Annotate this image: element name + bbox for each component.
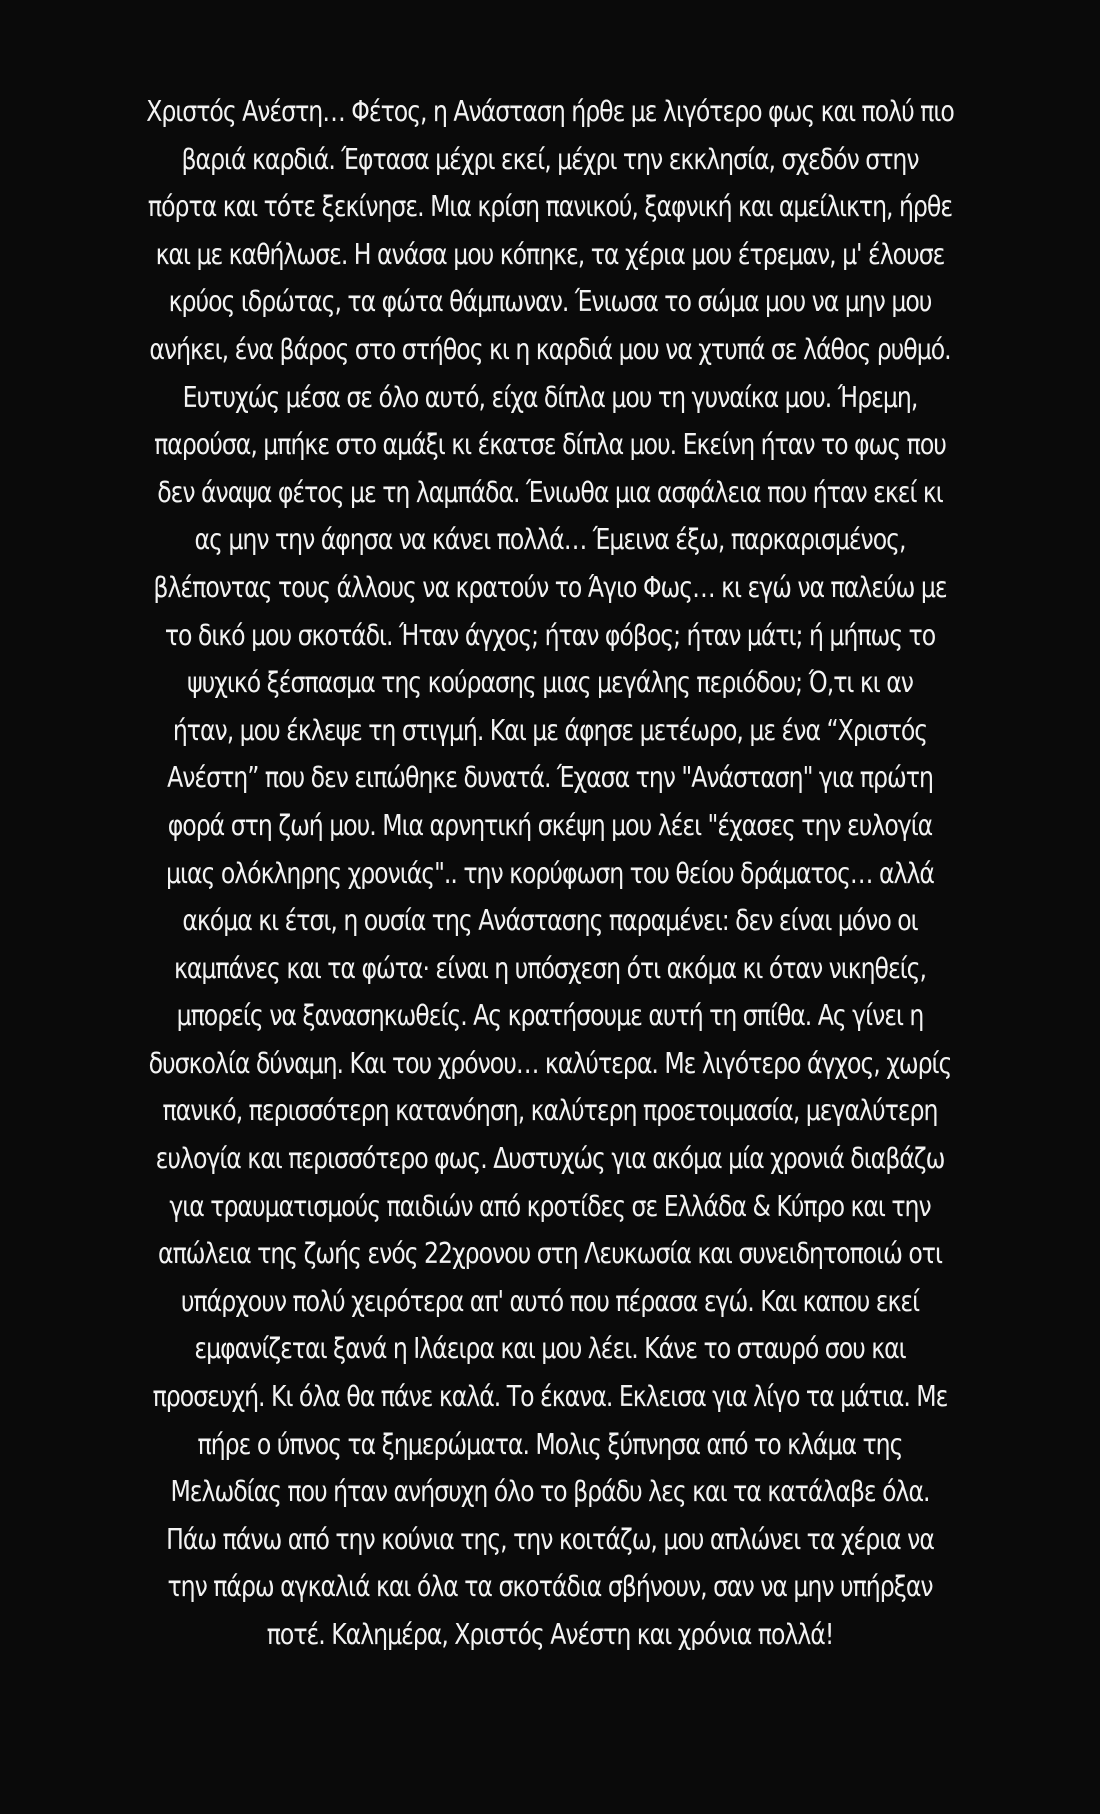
text-line: για τραυματισμούς παιδιών από κροτίδες σε Ελλάδα & Κύπρο και την [169, 1189, 931, 1223]
text-line: καμπάνες και τα φώτα· είναι η υπόσχεση ότι ακόμα κι όταν νικηθείς, [173, 951, 926, 985]
text-line: ας μην την άφησα να κάνει πολλά… Έμεινα έξω, παρκαρισμένος, [194, 523, 906, 557]
text-line: μιας ολόκληρης χρονιάς".. την κορύφωση του θείου δράματος… αλλά [166, 856, 934, 890]
text-line: πήρε ο ύπνος τα ξημερώματα. Μολις ξύπνησα από το κλάμα της [197, 1427, 903, 1461]
text-line: βλέποντας τους άλλους να κρατούν το Άγιο Φως… κι εγώ να παλεύω με [153, 570, 947, 604]
text-line: πανικό, περισσότερη κατανόηση, καλύτερη προετοιμασία, μεγαλύτερη [162, 1094, 938, 1128]
text-line: ευλογία και περισσότερο φως. Δυστυχώς για ακόμα μία χρονιά διαβάζω [155, 1142, 945, 1176]
text-line: ψυχικό ξέσπασμα της κούρασης μιας μεγάλης περιόδου; Ό,τι κι αν [187, 666, 913, 700]
text-line: ακόμα κι έτσι, η ουσία της Ανάστασης παραμένει: δεν είναι μόνο οι [182, 904, 918, 938]
text-line: Ευτυχώς μέσα σε όλο αυτό, είχα δίπλα μου τη γυναίκα μου. Ήρεμη, [182, 380, 918, 414]
text-line: βαριά καρδιά. Έφτασα μέχρι εκεί, μέχρι την εκκλησία, σχεδόν στην [181, 142, 919, 176]
text-line: παρούσα, μπήκε στο αμάξι κι έκατσε δίπλα μου. Εκείνη ήταν το φως που [154, 428, 946, 462]
text-line: πόρτα και τότε ξεκίνησε. Μια κρίση πανικού, ξαφνική και αμείλικτη, ήρθε [147, 190, 953, 224]
text-line: ποτέ. Καλημέρα, Χριστός Ανέστη και χρόνια πολλά! [266, 1618, 834, 1651]
text-line: προσευχή. Κι όλα θα πάνε καλά. Το έκανα. Εκλεισα για λίγο τα μάτια. Με [152, 1380, 948, 1414]
text-line: κρύος ιδρώτας, τα φώτα θάμπωναν. Ένιωσα το σώμα μου να μην μου [168, 285, 932, 319]
text-line: μπορείς να ξανασηκωθείς. Ας κρατήσουμε αυτή τη σπίθα. Ας γίνει η [176, 999, 924, 1033]
text-line: φορά στη ζωή μου. Μια αρνητική σκέψη μου λέει "έχασες την ευλογία [167, 808, 933, 842]
text-line: ήταν, μου έκλεψε τη στιγμή. Και με άφησε μετέωρο, με ένα “Χριστός [172, 713, 928, 747]
text-line: Πάω πάνω από την κούνια της, την κοιτάζω, μου απλώνει τα χέρια να [166, 1522, 934, 1556]
text-line: Μελωδίας που ήταν ανήσυχη όλο το βράδυ λες και τα κατάλαβε όλα. [170, 1475, 930, 1509]
text-line: δυσκολία δύναμη. Και του χρόνου… καλύτερα. Με λιγότερο άγχος, χωρίς [148, 1046, 952, 1080]
text-line: το δικό μου σκοτάδι. Ήταν άγχος; ήταν φόβος; ήταν μάτι; ή μήπως το [164, 618, 936, 652]
text-line: ανήκει, ένα βάρος στο στήθος κι η καρδιά μου να χτυπά σε λάθος ρυθμό. [149, 332, 951, 366]
text-line: και με καθήλωσε. Η ανάσα μου κόπηκε, τα χέρια μου έτρεμαν, μ' έλουσε [155, 237, 945, 271]
text-line: εμφανίζεται ξανά η Ιλάειρα και μου λέει. Κάνε το σταυρό σου και [194, 1332, 906, 1366]
text-line: δεν άναψα φέτος με τη λαμπάδα. Ένιωθα μια ασφάλεια που ήταν εκεί κι [157, 475, 943, 509]
story-text [40, 88, 1060, 1659]
text-line: Χριστός Ανέστη… Φέτος, η Ανάσταση ήρθε με λιγότερο φως και πολύ πιο [146, 95, 954, 128]
text-line: την πάρω αγκαλιά και όλα τα σκοτάδια σβήνουν, σαν να μην υπήρξαν [167, 1570, 933, 1604]
text-line: Ανέστη” που δεν ειπώθηκε δυνατά. Έχασα την "Ανάσταση" για πρώτη [167, 761, 933, 795]
text-line: υπάρχουν πολύ χειρότερα απ' αυτό που πέρασα εγώ. Και καπου εκεί [180, 1284, 920, 1318]
text-line: απώλεια της ζωής ενός 22χρονου στη Λευκωσία και συνειδητοποιώ οτι [158, 1237, 942, 1271]
